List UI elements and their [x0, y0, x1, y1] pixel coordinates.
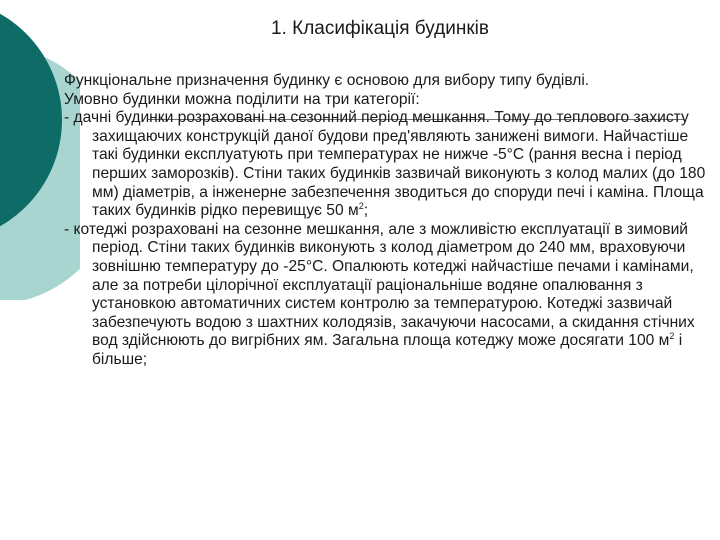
dacha-paragraph — [64, 109, 708, 221]
slide-body — [64, 72, 708, 370]
cottage-text: - котеджі розраховані на сезонне мешкання, але з можливістю експлуатації в зимовий період. Стіни таких будинків виконують з колод діаметром до 240 мм, враховуючи зовнішню температуру до -25°С. Опалюють котеджі найчастіше печами і камінами, але за потреби цілорічної експлуатації раціональніше водяне опалювання з установкою автоматичних систем контролю за температурою. Котеджі зазвичай забезпечують водою з шахтних колодязів, закачуючи насосами, а скидання стічних вод здійснюють до вигрібних ям. Загальна площа котеджу може досягати 100 м — [64, 220, 695, 350]
categories-paragraph — [64, 91, 708, 110]
cottage-tail: і більше; — [92, 332, 683, 368]
intro-paragraph — [64, 72, 708, 91]
cottage-area-exponent: 2 — [669, 331, 675, 342]
dacha-tail: ; — [363, 202, 369, 220]
cottage-paragraph — [64, 221, 708, 370]
categories-text: Умовно будинки можна поділити на три категорії: — [64, 90, 420, 108]
intro-text: Функціональне призначення будинку є основою для вибору типу будівлі. — [64, 72, 590, 89]
dacha-text: - дачні будинки розраховані на сезонний період мешкання. Тому до теплового захисту захищаючих конструкцій даної будови пред'являють занижені вимоги. Найчастіше такі будинки експлуатують при температурах не нижче -5°С (рання весна і період перших заморозків). Стіни таких будинків зазвичай виконують з колод малих (до 180 мм) діаметрів, а інженерне забезпечення зводиться до споруди печі і каміна. Площа таких будинків рідко перевищує 50 м — [64, 109, 706, 220]
dacha-area-exponent: 2 — [358, 201, 364, 212]
slide-title: 1. Класифікація будинків — [271, 18, 489, 39]
